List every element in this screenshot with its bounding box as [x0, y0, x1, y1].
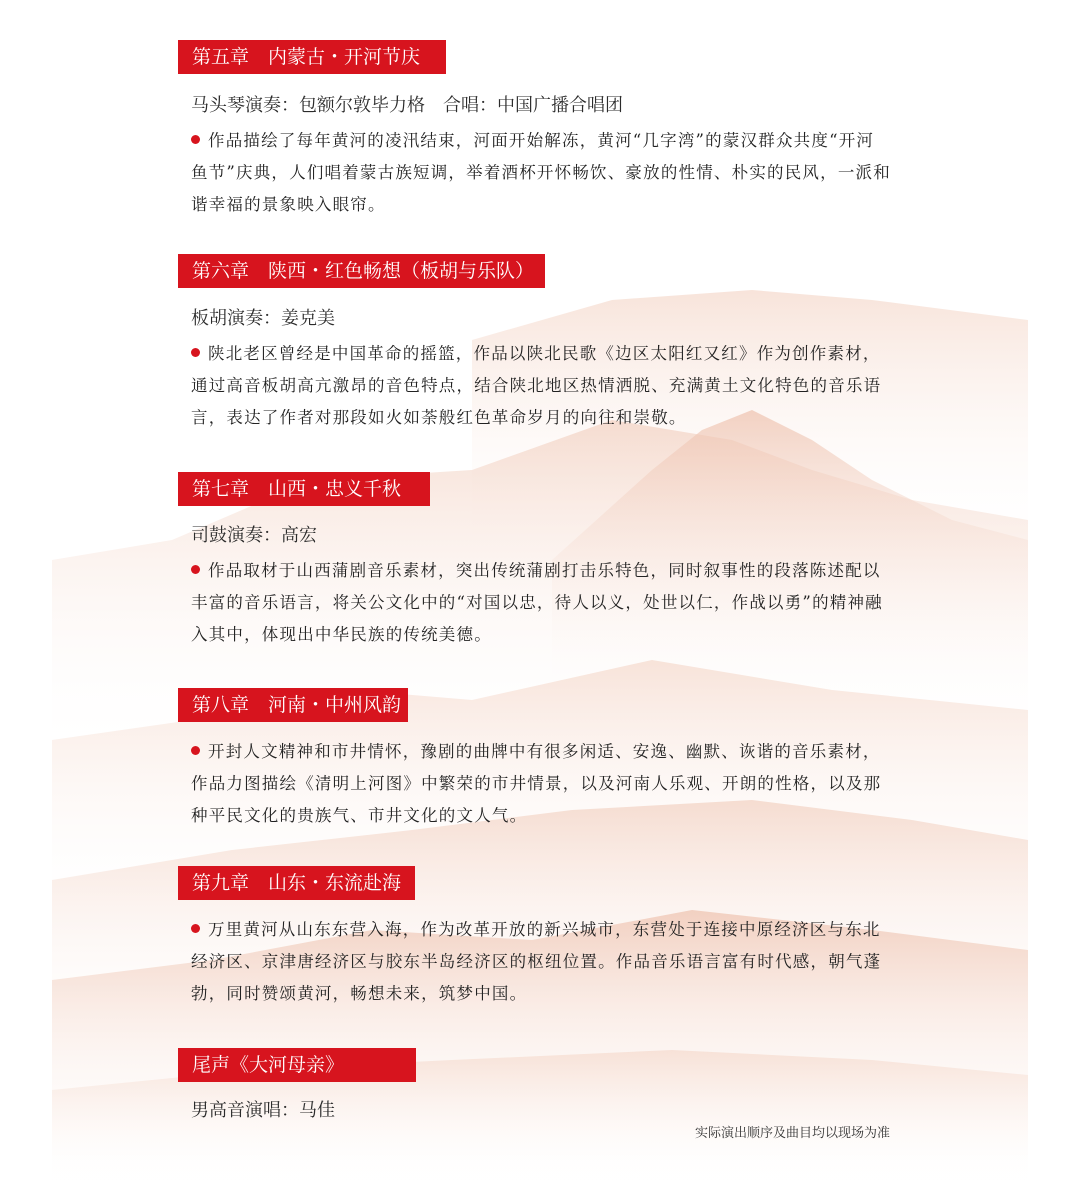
finale-credit: 男高音演唱：马佳	[191, 1100, 335, 1121]
chapter-7-description-text: 作品取材于山西蒲剧音乐素材，突出传统蒲剧打击乐特色，同时叙事性的段落陈述配以丰富的音乐语言，将关公文化中的“对国以忠，待人以义，处世以仁，作战以勇”的精神融入其中，体现出中华民族的传统美德。	[191, 561, 883, 644]
bullet-dot-icon	[191, 565, 200, 574]
program-page	[52, 0, 1028, 1185]
bullet-dot-icon	[191, 924, 200, 933]
bullet-dot-icon	[191, 135, 200, 144]
chapter-9-description	[191, 914, 891, 1010]
chapter-9-title: 第九章 山东・东流赴海	[178, 866, 415, 900]
program-content	[52, 0, 1028, 1185]
chapter-6-credit: 板胡演奏：姜克美	[191, 308, 335, 329]
chapter-5-description	[191, 125, 891, 221]
chapter-5-title: 第五章 内蒙古・开河节庆	[178, 40, 446, 74]
finale-title: 尾声《大河母亲》	[178, 1048, 416, 1082]
chapter-8-title: 第八章 河南・中州风韵	[178, 688, 408, 722]
footnote: 实际演出顺序及曲目均以现场为准	[694, 1126, 890, 1141]
chapter-6-title: 第六章 陕西・红色畅想（板胡与乐队）	[178, 254, 545, 288]
chapter-7-credit: 司鼓演奏：高宏	[191, 525, 317, 546]
chapter-6-description-text: 陕北老区曾经是中国革命的摇篮，作品以陕北民歌《边区太阳红又红》作为创作素材，通过高音板胡高亢激昂的音色特点，结合陕北地区热情洒脱、充满黄土文化特色的音乐语言，表达了作者对那段如火如荼般红色革命岁月的向往和崇敬。	[191, 344, 882, 427]
bullet-dot-icon	[191, 746, 200, 755]
bullet-dot-icon	[191, 348, 200, 357]
chapter-7-title: 第七章 山西・忠义千秋	[178, 472, 430, 506]
chapter-5-description-text: 作品描绘了每年黄河的凌汛结束，河面开始解冻，黄河“几字湾”的蒙汉群众共度“开河鱼节”庆典，人们唱着蒙古族短调，举着酒杯开怀畅饮、豪放的性情、朴实的民风，一派和谐幸福的景象映入眼帘。	[191, 131, 891, 214]
chapter-5-credit: 马头琴演奏：包额尔敦毕力格 合唱：中国广播合唱团	[191, 95, 623, 116]
chapter-8-description-text: 开封人文精神和市井情怀，豫剧的曲牌中有很多闲适、安逸、幽默、诙谐的音乐素材，作品力图描绘《清明上河图》中繁荣的市井情景，以及河南人乐观、开朗的性格，以及那种平民文化的贵族气、市井文化的文人气。	[191, 742, 882, 825]
chapter-7-description	[191, 555, 891, 651]
chapter-9-description-text: 万里黄河从山东东营入海，作为改革开放的新兴城市，东营处于连接中原经济区与东北经济区、京津唐经济区与胶东半岛经济区的枢纽位置。作品音乐语言富有时代感，朝气蓬勃，同时赞颂黄河，畅想未来，筑梦中国。	[191, 920, 882, 1003]
chapter-6-description	[191, 338, 891, 434]
chapter-8-description	[191, 736, 891, 832]
